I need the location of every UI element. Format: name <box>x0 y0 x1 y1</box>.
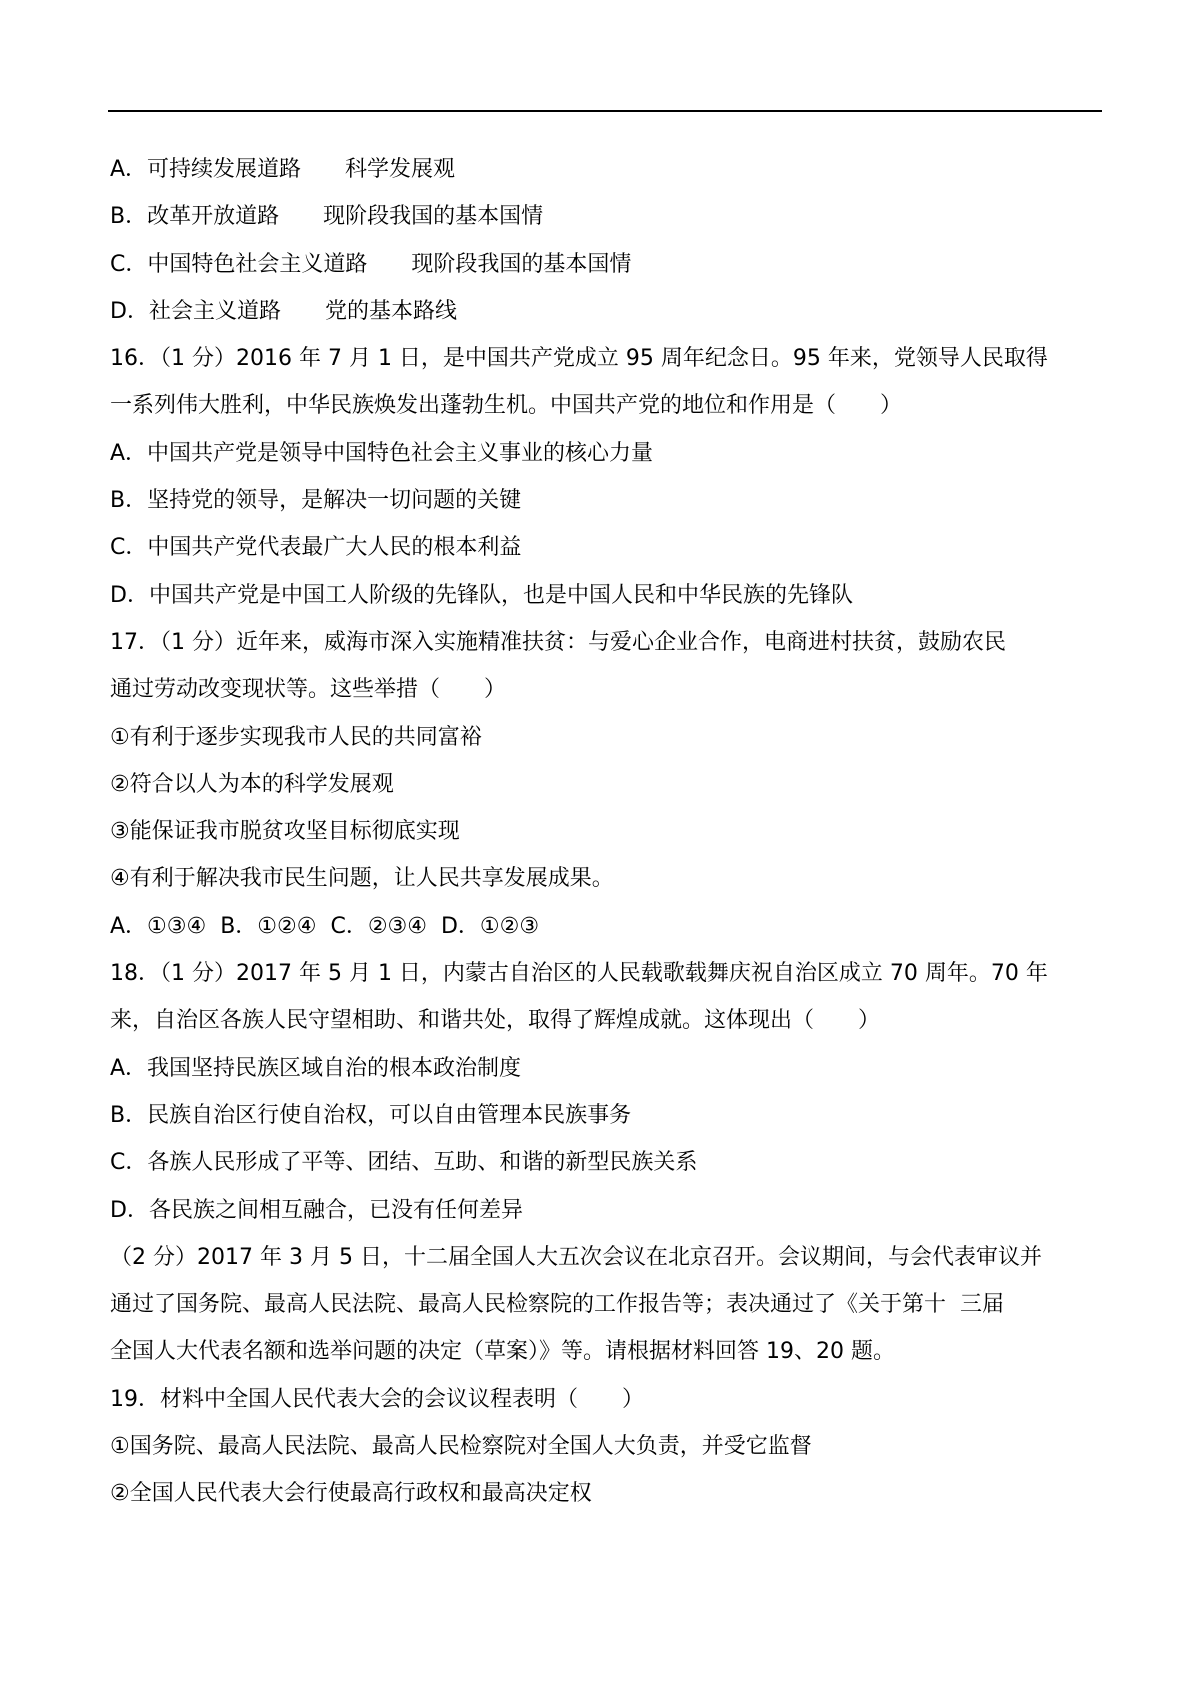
option-18-b: B．民族自治区行使自治权，可以自由管理本民族事务 <box>110 1102 632 1128</box>
option-18-c: C．各族人民形成了平等、团结、互助、和谐的新型民族关系 <box>110 1150 698 1176</box>
question-16-stem-line-2: 一系列伟大胜利，中华民族焕发出蓬勃生机。中国共产党的地位和作用是（ ） <box>110 393 903 419</box>
options-17: A．①③④ B．①②④ C．②③④ D．①②③ <box>110 913 540 939</box>
statement-19-2: ②全国人民代表大会行使最高行政权和最高决定权 <box>110 1481 592 1507</box>
option-15-c: C．中国特色社会主义道路 现阶段我国的基本国情 <box>110 251 632 277</box>
question-16-stem-line-1: 16．（1 分）2016 年 7 月 1 日，是中国共产党成立 95 周年纪念日。95 年来，党领导人民取得 <box>110 346 1048 372</box>
material-19-20-line-1: （2 分）2017 年 3 月 5 日，十二届全国人大五次会议在北京召开。会议期间，与会代表审议并 <box>110 1244 1042 1270</box>
option-16-b: B．坚持党的领导，是解决一切问题的关键 <box>110 488 522 514</box>
statement-17-4: ④有利于解决我市民生问题，让人民共享发展成果。 <box>110 866 614 892</box>
header-rule <box>108 110 1102 112</box>
question-18-stem-line-2: 来，自治区各族人民守望相助、和谐共处，取得了辉煌成就。这体现出（ ） <box>110 1008 881 1034</box>
statement-19-1: ①国务院、最高人民法院、最高人民检察院对全国人大负责，并受它监督 <box>110 1434 812 1460</box>
option-16-c: C．中国共产党代表最广大人民的根本利益 <box>110 535 522 561</box>
option-15-b: B．改革开放道路 现阶段我国的基本国情 <box>110 204 544 230</box>
statement-17-1: ①有利于逐步实现我市人民的共同富裕 <box>110 724 482 750</box>
option-15-d: D．社会主义道路 党的基本路线 <box>110 298 457 324</box>
material-19-20-line-2: 通过了国务院、最高人民法院、最高人民检察院的工作报告等；表决通过了《关于第十 三届 <box>110 1292 1004 1318</box>
option-16-a: A．中国共产党是领导中国特色社会主义事业的核心力量 <box>110 440 654 466</box>
option-18-a: A．我国坚持民族区域自治的根本政治制度 <box>110 1055 522 1081</box>
question-17-stem-line-1: 17．（1 分）近年来，威海市深入实施精准扶贫：与爱心企业合作，电商进村扶贫，鼓励农民 <box>110 629 1006 655</box>
option-16-d: D．中国共产党是中国工人阶级的先锋队，也是中国人民和中华民族的先锋队 <box>110 582 853 608</box>
question-18-stem-line-1: 18．（1 分）2017 年 5 月 1 日，内蒙古自治区的人民载歌载舞庆祝自治区成立 70 周年。70 年 <box>110 961 1048 987</box>
statement-17-2: ②符合以人为本的科学发展观 <box>110 771 394 797</box>
statement-17-3: ③能保证我市脱贫攻坚目标彻底实现 <box>110 819 460 845</box>
question-19-stem: 19．材料中全国人民代表大会的会议议程表明（ ） <box>110 1386 644 1412</box>
question-17-stem-line-2: 通过劳动改变现状等。这些举措（ ） <box>110 677 507 703</box>
option-15-a: A．可持续发展道路 科学发展观 <box>110 157 456 182</box>
exam-content <box>110 152 1104 1524</box>
option-18-d: D．各民族之间相互融合，已没有任何差异 <box>110 1197 523 1223</box>
material-19-20-line-3: 全国人大代表名额和选举问题的决定（草案）》等。请根据材料回答 19、20 题。 <box>110 1339 895 1365</box>
